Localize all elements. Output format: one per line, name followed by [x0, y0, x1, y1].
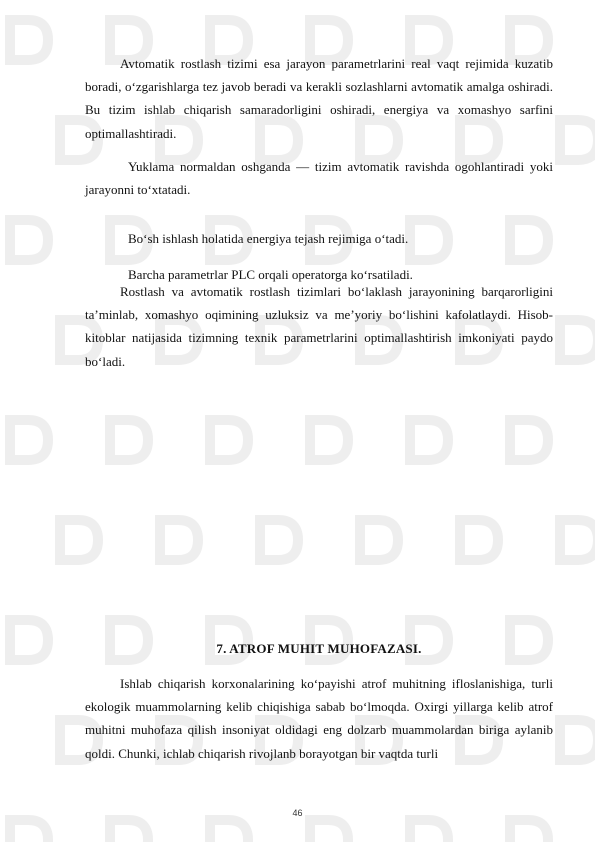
watermark-mark	[310, 420, 348, 460]
watermark-mark	[410, 420, 448, 460]
watermark-mark	[10, 820, 48, 842]
watermark-mark	[560, 120, 595, 160]
watermark-mark	[360, 520, 398, 560]
page-number: 46	[292, 808, 303, 818]
watermark-mark	[560, 320, 595, 360]
watermark-mark	[260, 520, 298, 560]
watermark-mark	[510, 420, 548, 460]
paragraph-environment	[85, 672, 553, 765]
paragraph-overload	[85, 155, 553, 201]
watermark-mark	[10, 20, 48, 60]
watermark-mark	[210, 820, 248, 842]
paragraph-text: Rostlash va avtomatik rostlash tizimlari bo‘laklash jarayonining barqarorligini ta’minlab, xomashyo oqimining uzluksiz va me’yoriy bo‘lishini kafolatlaydi. Hisob-kitoblar natijasida tizimning texnik parametrlarini optimallashtirish imkoniyati paydo bo‘ladi.	[85, 284, 553, 369]
watermark-mark	[110, 420, 148, 460]
watermark-mark	[560, 520, 595, 560]
watermark-mark	[560, 720, 595, 760]
paragraph-control-systems	[85, 280, 553, 373]
watermark-mark	[10, 220, 48, 260]
watermark-mark	[310, 820, 348, 842]
watermark-mark	[10, 420, 48, 460]
paragraph-text: Yuklama normaldan oshganda — tizim avtomatik ravishda ogohlantiradi yoki jarayonni to‘xtatadi.	[85, 159, 553, 198]
watermark-mark	[60, 520, 98, 560]
watermark-mark	[10, 620, 48, 660]
paragraph-text: Ishlab chiqarish korxonalarining ko‘payishi atrof muhitning ifloslanishiga, turli ekologik muammolarning kelib chiqishiga sabab bo‘lmoqda. Oxirgi yillarga kelib atrof muhitni muhofaza qilish insoniyat oldidagi eng dolzarb muammolardan biriga aylanib qoldi. Chunki, ichlab chiqarish rivojlanb borayotgan bir vaqtda turli	[85, 676, 553, 761]
watermark-mark	[410, 820, 448, 842]
watermark-mark	[210, 420, 248, 460]
watermark-mark	[460, 520, 498, 560]
paragraph-automatic-control	[85, 52, 553, 145]
paragraph-text: Avtomatik rostlash tizimi esa jarayon parametrlarini real vaqt rejimida kuzatib boradi, o‘zgarishlarga tez javob beradi va kerakli sozlashlarni avtomatik amalga oshiradi. Bu tizim ishlab chiqarish samaradorligini oshiradi, energiya va xomashyo sarfini optimallashtiradi.	[85, 56, 553, 141]
watermark-mark	[510, 820, 548, 842]
watermark-mark	[110, 820, 148, 842]
section-heading: 7. ATROF MUHIT MUHOFAZASI.	[216, 641, 422, 656]
list-item-energy-saving: Bo‘sh ishlash holatida energiya tejash rejimiga o‘tadi.	[128, 231, 409, 246]
watermark-mark	[160, 520, 198, 560]
list-item-plc-display: Barcha parametrlar PLC orqali operatorga ko‘rsatiladi.	[128, 267, 413, 282]
